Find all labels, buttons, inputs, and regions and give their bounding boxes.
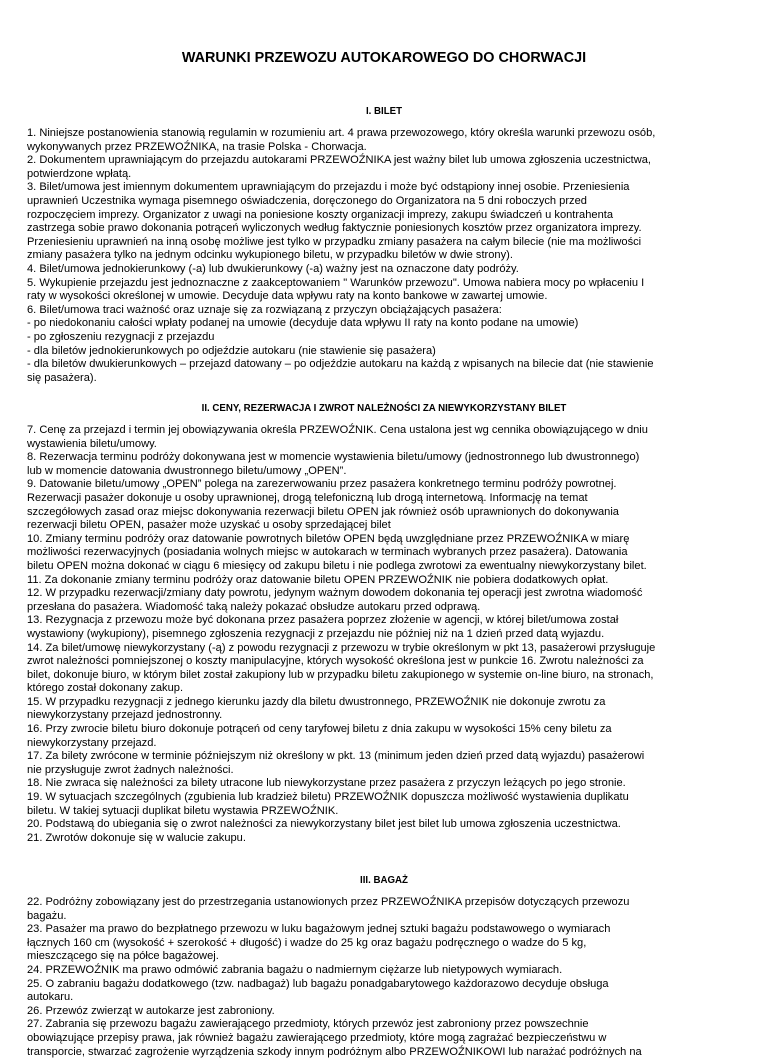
text-line: 27. Zabrania się przewozu bagażu zawierającego przedmioty, których przewóz jest zabroniony przez powszechnie	[27, 1018, 589, 1031]
text-line: transporcie, stwarzać zagrożenie wyrządzenia szkody innym podróżnym albo PRZEWOŹNIKOWI lub narażać podróżnych na	[27, 1045, 642, 1058]
text-line: 26. Przewóz zwierząt w autokarze jest zabroniony.	[27, 1004, 275, 1017]
text-line: zwrot należności pomniejszonej o koszty manipulacyjne, których wysokość określona jest w punkcie 16. Zwrotu należności za	[27, 655, 644, 668]
text-line: możliwości rezerwacyjnych (posiadania wolnych miejsc w autokarach w terminach wybranych przez pasażera). Datowania	[27, 546, 628, 559]
text-line: niewykorzystany przejazd jednostronny.	[27, 709, 223, 722]
text-line: nie przysługuje zwrot żadnych należności.	[27, 763, 234, 776]
section-bagaz-text	[27, 896, 747, 1059]
text-line: 7. Cenę za przejazd i termin jej obowiązywania określa PRZEWOŹNIK. Cena ustalona jest wg cennika obowiązującego w dniu	[27, 424, 648, 436]
text-line: bagażu.	[27, 909, 67, 922]
text-line: autokaru.	[27, 991, 74, 1004]
text-line: rozpoczęciem imprezy. Organizator z uwagi na poniesione koszty organizacji imprezy, zakupu świadczeń u kontrahenta	[27, 208, 613, 221]
text-line: 1. Niniejsze postanowienia stanowią regulamin w rozumieniu art. 4 prawa przewozowego, który określa warunki przewozu osób,	[27, 127, 656, 139]
text-line: - dla biletów jednokierunkowych po odjeździe autokaru (nie stawienie się pasażera)	[27, 344, 436, 357]
text-line: Rezerwacji pasażer dokonuje u osoby uprawnionej, drogą telefoniczną lub drogą internetową. Informację na temat	[27, 491, 588, 504]
text-line: 2. Dokumentem uprawniającym do przejazdu autokarami PRZEWOŹNIKA jest ważny bilet lub umowa zgłoszenia uczestnictwa,	[27, 154, 651, 167]
text-line: potwierdzone wpłatą.	[27, 167, 132, 180]
text-line: niewykorzystany przejazd.	[27, 736, 157, 749]
section-ceny-text	[27, 424, 747, 845]
text-line: 9. Datowanie biletu/umowy „OPEN” polega na zarezerwowaniu przez pasażera konkretnego terminu podróży powrotnej.	[27, 478, 617, 491]
text-line: biletu OPEN można dokonać w ciągu 6 miesięcy od zakupu biletu i nie podlega zwrotowi za ewentualny niewykorzystany bilet.	[27, 559, 647, 572]
text-line: 11. Za dokonanie zmiany terminu podróży oraz datowanie biletu OPEN PRZEWOŹNIK nie pobiera dodatkowych opłat.	[27, 573, 609, 586]
text-line: lub w momencie datowania dwustronnego biletu/umowy „OPEN”.	[27, 464, 347, 477]
text-line: zastrzega sobie prawo dokonania potrąceń wyliczonych według faktycznie poniesionych kosztów przez organizatora imprezy.	[27, 222, 642, 235]
text-line: 3. Bilet/umowa jest imiennym dokumentem uprawniającym do przejazdu i może być odstąpiony innej osobie. Przeniesienia	[27, 181, 630, 194]
text-line: raty w wysokości określonej w umowie. Decyduje data wpływu raty na konto bankowe w zawartej umowie.	[27, 290, 548, 303]
text-line: 19. W sytuacjach szczególnych (zgubienia lub kradzież biletu) PRZEWOŹNIK dopuszcza możliwość wystawienia duplikatu	[27, 791, 629, 804]
text-line: 22. Podróżny zobowiązany jest do przestrzegania ustanowionych przez PRZEWOŹNIKA przepisów dotyczących przewozu	[27, 896, 630, 908]
section-heading-bagaz: III. BAGAŻ	[360, 875, 408, 886]
text-line: bilet, dokonuje biuro, w którym bilet został zakupiony lub w przypadku biletu zakupionego w systemie on-line biuro, na stronach,	[27, 668, 654, 681]
text-line: 24. PRZEWOŹNIK ma prawo odmówić zabrania bagażu o nadmiernym ciężarze lub nietypowych wymiarach.	[27, 963, 563, 976]
text-line: 12. W przypadku rezerwacji/zmiany daty powrotu, jedynym ważnym dowodem dokonania tej operacji jest zwrotna wiadomość	[27, 587, 643, 600]
text-line: 15. W przypadku rezygnacji z jednego kierunku jazdy dla biletu dwustronnego, PRZEWOŹNIK nie dokonuje zwrotu za	[27, 695, 606, 708]
text-line: rezerwacji biletu OPEN, pasażer może uzyskać u osoby sprzedającej bilet	[27, 519, 391, 532]
text-line: wystawiony (wykupiony), pisemnego zgłoszenia rezygnacji z przejazdu nie później niż na 1 dzień przed datą wyjazdu.	[27, 627, 605, 640]
text-line: mieszczącego się na półce bagażowej.	[27, 950, 219, 963]
text-line: - dla biletów dwukierunkowych – przejazd datowany – po odjeździe autokaru na każdą z wpisanych na bilecie dat (nie stawienie	[27, 358, 654, 371]
text-line: 18. Nie zwraca się należności za bilety utracone lub niewykorzystane przez pasażera z przyczyn leżących po jego stronie.	[27, 777, 626, 790]
text-line: łącznych 160 cm (wysokość + szerokość + długość) i wadze do 25 kg oraz bagażu podręcznego o wadze do 5 kg,	[27, 936, 587, 949]
text-line: 4. Bilet/umowa jednokierunkowy (-a) lub dwukierunkowy (-a) ważny jest na oznaczone daty podróży.	[27, 262, 519, 275]
text-line: 10. Zmiany terminu podróży oraz datowanie powrotnych biletów OPEN będą uwzględniane przez PRZEWOŹNIKA w miarę	[27, 532, 630, 545]
text-line: obowiązujące przepisy prawa, jak również bagażu zawierającego przedmioty, które mogą zagrażać bezpieczeństwu w	[27, 1031, 607, 1044]
text-line: 14. Za bilet/umowę niewykorzystany (-ą) z powodu rezygnacji z przewozu w trybie określonym w pkt 13, pasażerowi przysługuje	[27, 641, 656, 654]
text-line: - po niedokonaniu całości wpłaty podanej na umowie (decyduje data wpływu II raty na konto podane na umowie)	[27, 317, 579, 330]
text-line: uprawnień Uczestnika wymaga pisemnego oświadczenia, doręczonego do Organizatora na 5 dni roboczych przed	[27, 194, 587, 207]
section-heading-bilet: I. BILET	[365, 106, 403, 117]
document-title: WARUNKI PRZEWOZU AUTOKAROWEGO DO CHORWACJI	[181, 50, 587, 66]
text-line: 6. Bilet/umowa traci ważność oraz uznaje się za rozwiązaną z przyczyn obciążających pasażera:	[27, 303, 502, 316]
text-line: którego został dokonany zakup.	[27, 682, 184, 695]
text-line: - po zgłoszeniu rezygnacji z przejazdu	[27, 330, 215, 343]
text-line: biletu. W takiej sytuacji duplikat biletu wystawia PRZEWOŹNIK.	[27, 804, 339, 817]
section-heading-ceny: II. CENY, REZERWACJA I ZWROT NALEŻNOŚCI ZA NIEWYKORZYSTANY BILET	[201, 403, 567, 414]
text-line: się pasażera).	[27, 371, 97, 384]
section-bilet-text	[27, 127, 747, 385]
text-line: 8. Rezerwacja terminu podróży dokonywana jest w momencie wystawienia biletu/umowy (jednostronnego lub dwustronnego)	[27, 451, 640, 464]
text-line: Przeniesieniu uprawnień na inną osobę możliwe jest tylko w przypadku zmiany pasażera na całym bilecie (nie ma możliwości	[27, 235, 642, 248]
text-line: szczegółowych zasad oraz miejsc dokonywania rezerwacji biletu OPEN jak również osób uprawnionych do dokonywania	[27, 505, 619, 518]
text-line: 16. Przy zwrocie biletu biuro dokonuje potrąceń od ceny taryfowej biletu z dnia zakupu w wysokości 15% ceny biletu za	[27, 723, 612, 736]
text-line: 5. Wykupienie przejazdu jest jednoznaczne z zaakceptowaniem " Warunków przewozu". Umowa nabiera mocy po wpłaceniu I	[27, 276, 645, 289]
text-line: przesłana do pasażera. Wiadomość taką należy pokazać obsłudze autokaru przed odprawą.	[27, 600, 481, 613]
text-line: 13. Rezygnacja z przewozu może być dokonana przez pasażera poprzez złożenie w agencji, w której bilet/umowa został	[27, 614, 619, 627]
text-line: 20. Podstawą do ubiegania się o zwrot należności za niewykorzystany bilet jest bilet lub umowa zgłoszenia uczestnictwa.	[27, 818, 621, 831]
text-line: zmiany pasażera tylko na jednym odcinku wykupionego biletu, w przypadku biletów w dwie strony).	[27, 249, 513, 262]
text-line: 23. Pasażer ma prawo do bezpłatnego przewozu w luku bagażowym jednej sztuki bagażu podstawowego o wymiarach	[27, 923, 611, 936]
text-line: wystawienia biletu/umowy.	[27, 437, 157, 450]
text-line: 21. Zwrotów dokonuje się w walucie zakupu.	[27, 831, 246, 844]
text-line: 17. Za bilety zwrócone w terminie późniejszym niż określony w pkt. 13 (minimum jeden dzień przed datą wyjazdu) pasażerowi	[27, 750, 645, 763]
text-line: wykonywanych przez PRZEWOŹNIKA, na trasie Polska - Chorwacja.	[27, 140, 367, 153]
text-line: 25. O zabraniu bagażu dodatkowego (tzw. nadbagaż) lub bagażu ponadgabarytowego każdorazowo decyduje obsługa	[27, 977, 609, 990]
